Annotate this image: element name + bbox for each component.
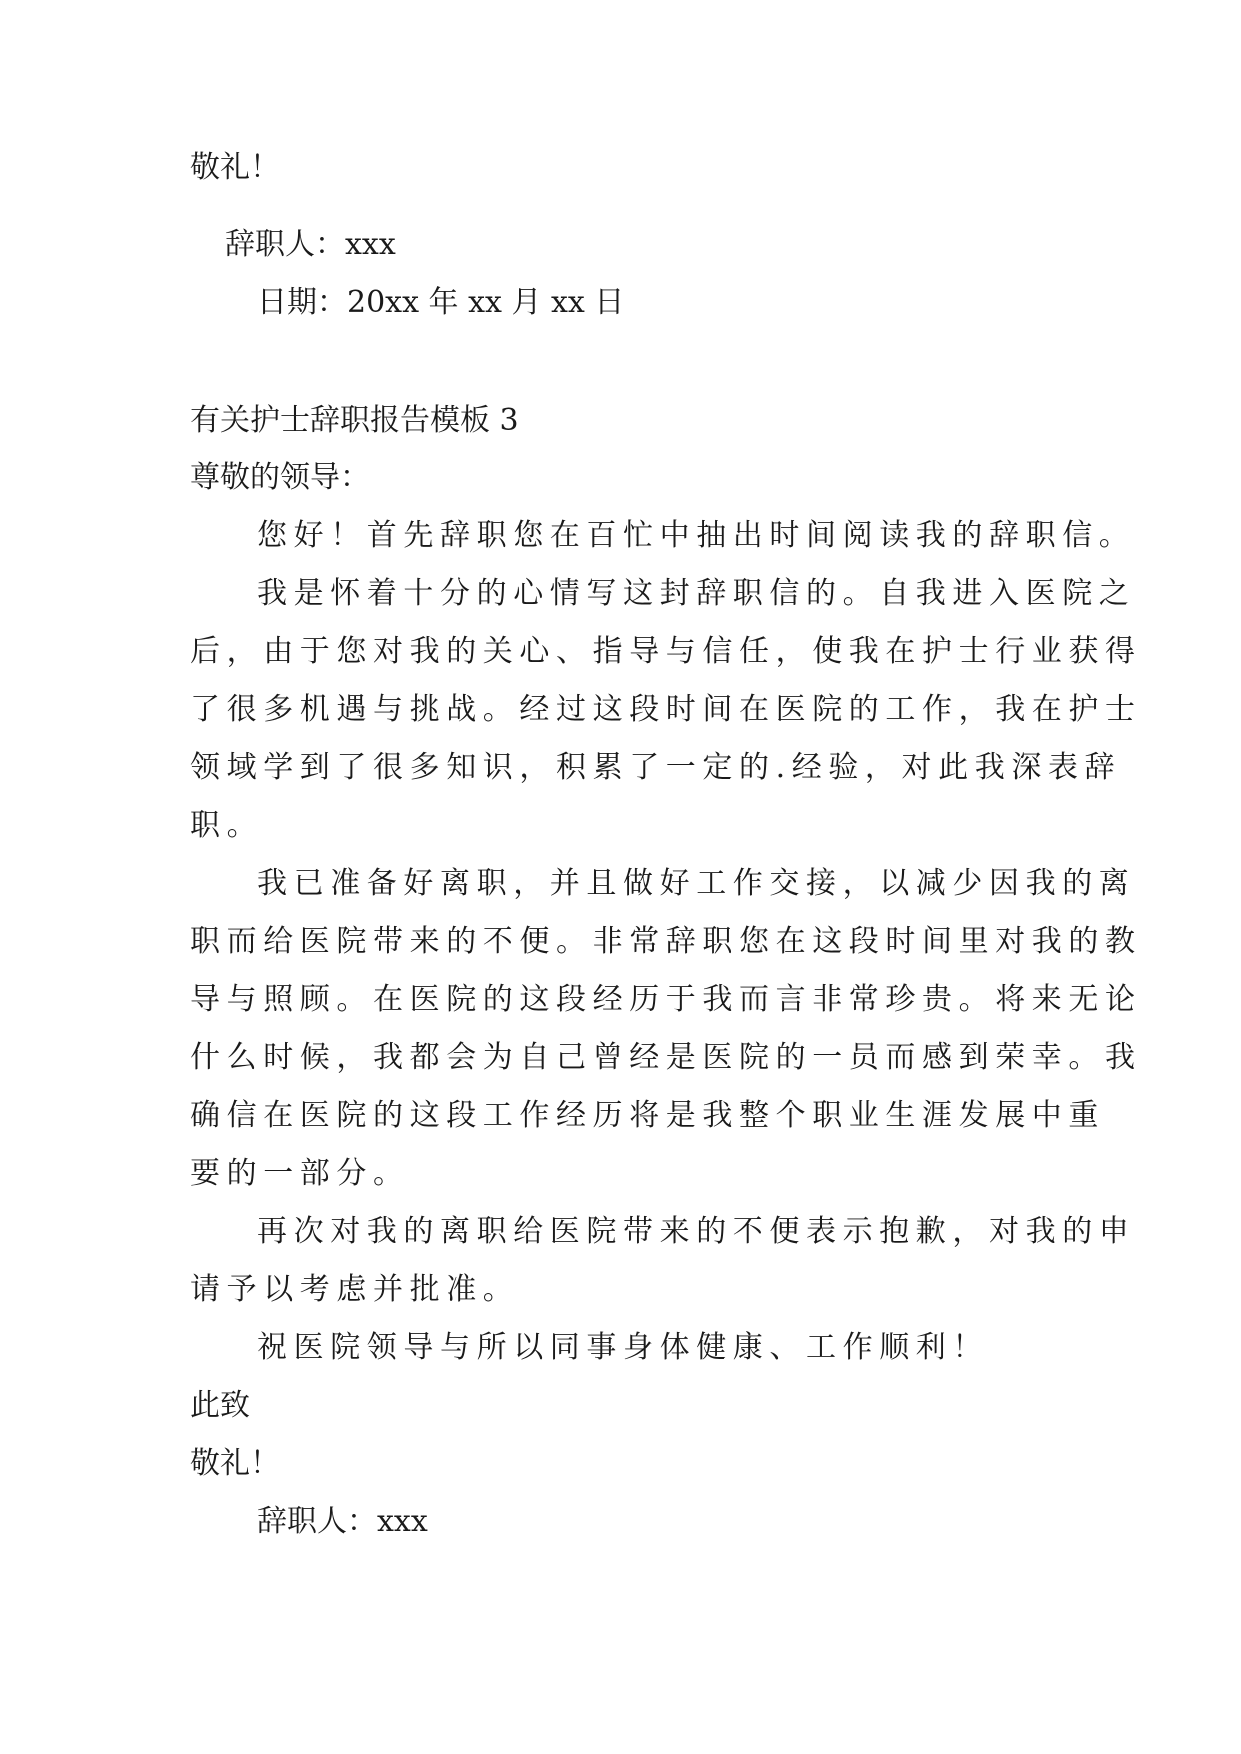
letter-greeting: 尊敬的领导： <box>190 460 370 495</box>
paragraph-line: 确信在医院的这段工作经历将是我整个职业生涯发展中重 <box>190 1098 1105 1133</box>
letter-title: 有关护士辞职报告模板 3 <box>190 403 519 438</box>
signer-text: 辞职人：xxx <box>257 1504 428 1539</box>
paragraph-line: 后，由于您对我的关心、指导与信任，使我在护士行业获得 <box>190 634 1142 669</box>
paragraph-line: 领域学到了很多知识，积累了一定的.经验，对此我深表辞 <box>190 750 1122 785</box>
signer-text: 辞职人：xxx <box>225 227 396 262</box>
paragraph-line: 再次对我的离职给医院带来的不便表示抱歉，对我的申 <box>257 1214 1136 1249</box>
paragraph-line: 什么时候，我都会为自己曾经是医院的一员而感到荣幸。我 <box>190 1040 1142 1075</box>
paragraph-line: 我已准备好离职，并且做好工作交接，以减少因我的离 <box>257 866 1136 901</box>
paragraph-line: 要的一部分。 <box>190 1156 410 1191</box>
paragraph-line: 您好！首先辞职您在百忙中抽出时间阅读我的辞职信。 <box>257 518 1136 553</box>
paragraph-line: 了很多机遇与挑战。经过这段时间在医院的工作，我在护士 <box>190 692 1142 727</box>
salutation-text: 敬礼！ <box>190 1446 280 1481</box>
closing-text: 此致 <box>190 1388 250 1423</box>
paragraph-line: 祝医院领导与所以同事身体健康、工作顺利！ <box>257 1330 989 1365</box>
date-text: 日期：20xx 年 xx 月 xx 日 <box>257 285 625 320</box>
paragraph-line: 我是怀着十分的心情写这封辞职信的。自我进入医院之 <box>257 576 1136 611</box>
paragraph-line: 职。 <box>190 808 264 843</box>
paragraph-line: 导与照顾。在医院的这段经历于我而言非常珍贵。将来无论 <box>190 982 1142 1017</box>
paragraph-line: 请予以考虑并批准。 <box>190 1272 520 1307</box>
salutation-text: 敬礼！ <box>190 150 280 185</box>
paragraph-line: 职而给医院带来的不便。非常辞职您在这段时间里对我的教 <box>190 924 1142 959</box>
